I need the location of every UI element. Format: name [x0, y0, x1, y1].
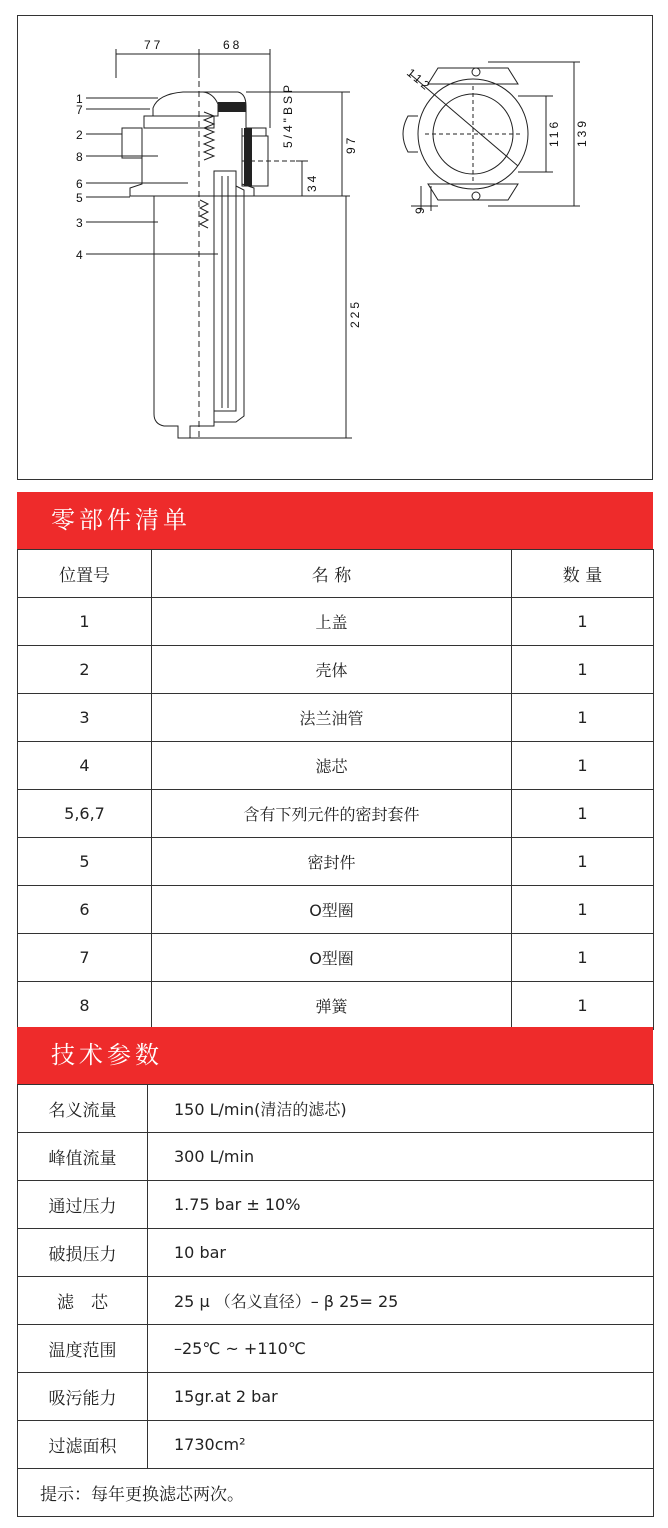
- part-position: 2: [18, 646, 152, 694]
- part-name: O型圈: [152, 934, 512, 982]
- table-row: [18, 1373, 654, 1421]
- dim-139: 139: [575, 117, 589, 147]
- dim-bsp: 5/4"BSP: [281, 82, 295, 148]
- dim-225: 225: [348, 298, 362, 328]
- part-position: 1: [18, 598, 152, 646]
- part-quantity: 1: [512, 694, 654, 742]
- spec-label: 通过压力: [18, 1181, 148, 1229]
- spec-value: 1.75 bar ± 10%: [148, 1181, 654, 1229]
- col-name: 名 称: [152, 550, 512, 598]
- col-quantity: 数 量: [512, 550, 654, 598]
- dim-77: 77: [144, 38, 164, 52]
- table-row: [18, 934, 654, 982]
- part-name: 含有下列元件的密封套件: [152, 790, 512, 838]
- filter-drawing-svg: [18, 16, 654, 481]
- spec-label: 破损压力: [18, 1229, 148, 1277]
- part-name: 上盖: [152, 598, 512, 646]
- part-position: 8: [18, 982, 152, 1030]
- technical-drawing: [17, 15, 653, 480]
- part-quantity: 1: [512, 982, 654, 1030]
- port-wall-mark: [244, 128, 252, 186]
- spec-label: 温度范围: [18, 1325, 148, 1373]
- dim-9: 9: [413, 204, 427, 214]
- table-row: [18, 886, 654, 934]
- callout-1: 1: [76, 92, 86, 106]
- callout-3: 3: [76, 216, 86, 230]
- table-row: [18, 1085, 654, 1133]
- spec-label: 滤 芯: [18, 1277, 148, 1325]
- dim-97: 97: [344, 134, 358, 154]
- part-quantity: 1: [512, 646, 654, 694]
- part-quantity: 1: [512, 934, 654, 982]
- spec-label: 峰值流量: [18, 1133, 148, 1181]
- table-row: [18, 742, 654, 790]
- callout-8: 8: [76, 150, 86, 164]
- part-name: 密封件: [152, 838, 512, 886]
- part-quantity: 1: [512, 886, 654, 934]
- part-name: 法兰油管: [152, 694, 512, 742]
- part-position: 7: [18, 934, 152, 982]
- table-row: [18, 598, 654, 646]
- spec-value: 15gr.at 2 bar: [148, 1373, 654, 1421]
- dim-112: 112: [404, 65, 435, 95]
- part-name: 滤芯: [152, 742, 512, 790]
- part-position: 3: [18, 694, 152, 742]
- table-row: [18, 1133, 654, 1181]
- spec-label: 过滤面积: [18, 1421, 148, 1469]
- specs-section: [17, 1027, 653, 1517]
- part-position: 4: [18, 742, 152, 790]
- cap-seal-mark: [218, 102, 246, 112]
- part-quantity: 1: [512, 838, 654, 886]
- specs-title: 技术参数: [17, 1027, 653, 1084]
- table-row: [18, 1277, 654, 1325]
- callout-6: 6: [76, 177, 86, 191]
- part-position: 6: [18, 886, 152, 934]
- col-position: 位置号: [18, 550, 152, 598]
- callout-5: 5: [76, 191, 86, 205]
- part-quantity: 1: [512, 598, 654, 646]
- parts-section: [17, 492, 653, 1030]
- spec-value: 1730cm²: [148, 1421, 654, 1469]
- part-position: 5,6,7: [18, 790, 152, 838]
- dim-68: 68: [223, 38, 243, 52]
- specs-table: [17, 1084, 654, 1517]
- specs-note-row: [18, 1469, 654, 1517]
- table-row: [18, 1181, 654, 1229]
- dim-116: 116: [547, 118, 561, 147]
- table-row: [18, 1421, 654, 1469]
- spec-value: 10 bar: [148, 1229, 654, 1277]
- dim-34: 34: [305, 172, 319, 192]
- part-quantity: 1: [512, 790, 654, 838]
- callout-7: 7: [76, 103, 86, 117]
- table-row: [18, 790, 654, 838]
- table-row: [18, 646, 654, 694]
- spec-value: 300 L/min: [148, 1133, 654, 1181]
- spec-value: –25℃ ~ +110℃: [148, 1325, 654, 1373]
- part-name: 弹簧: [152, 982, 512, 1030]
- table-row: [18, 1229, 654, 1277]
- specs-note: 提示：每年更换滤芯两次。: [18, 1469, 654, 1517]
- parts-table: [17, 549, 654, 1030]
- callout-4: 4: [76, 248, 86, 262]
- table-row: [18, 1325, 654, 1373]
- table-row: [18, 982, 654, 1030]
- part-position: 5: [18, 838, 152, 886]
- spec-label: 名义流量: [18, 1085, 148, 1133]
- spec-value: 150 L/min(清洁的滤芯): [148, 1085, 654, 1133]
- table-row: [18, 694, 654, 742]
- part-name: O型圈: [152, 886, 512, 934]
- spec-label: 吸污能力: [18, 1373, 148, 1421]
- spec-value: 25 μ （名义直径）– β 25= 25: [148, 1277, 654, 1325]
- part-quantity: 1: [512, 742, 654, 790]
- table-row: [18, 838, 654, 886]
- callout-2: 2: [76, 128, 86, 142]
- parts-header-row: [18, 550, 654, 598]
- part-name: 壳体: [152, 646, 512, 694]
- parts-title: 零部件清单: [17, 492, 653, 549]
